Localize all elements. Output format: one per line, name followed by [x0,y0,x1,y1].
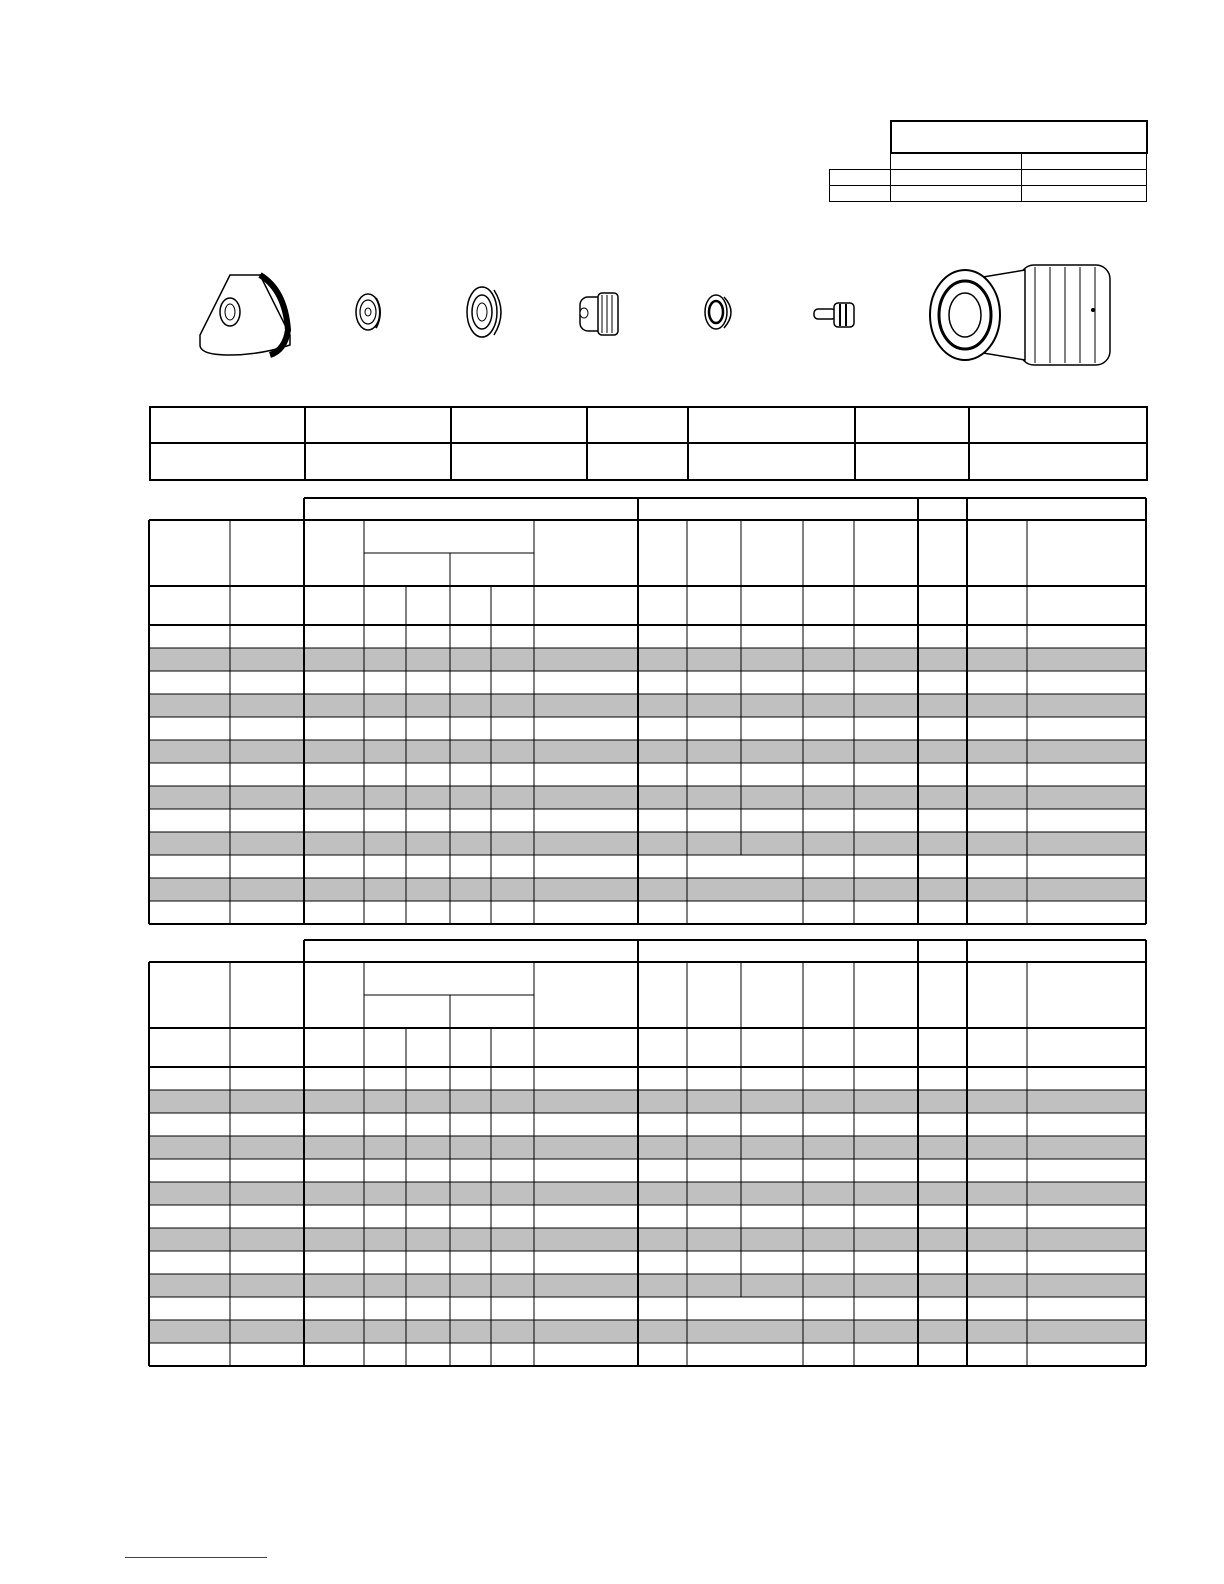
shaded-row [149,1182,1146,1205]
consumables-illustration [180,240,1140,380]
part-value-cell [688,443,855,480]
part-number-table [149,406,1148,481]
part-value-cell [150,443,305,480]
electrode-icon [814,303,854,327]
cut-chart-table-2 [140,932,1155,1372]
shaded-row [149,694,1146,717]
part-header-cell [855,407,969,443]
part-value-cell [969,443,1147,480]
cut-chart-table-1 [140,490,1155,930]
shaded-row [149,832,1146,855]
part-value-cell [305,443,451,480]
part-header-cell [305,407,451,443]
nozzle-icon [580,293,618,335]
torch-body-icon [930,265,1110,365]
shaded-row [149,648,1146,671]
header-table [829,120,1148,202]
shaded-row [149,1274,1146,1297]
shaded-row [149,1320,1146,1343]
part-header-cell [587,407,688,443]
shield-icon [200,275,290,355]
part-value-cell [587,443,688,480]
footer-link-underline[interactable] [125,1557,267,1558]
shield-cap-icon [356,294,380,330]
part-value-cell [451,443,587,480]
part-header-cell [688,407,855,443]
shaded-row [149,1090,1146,1113]
part-header-cell [969,407,1147,443]
swirl-ring-icon [705,295,731,329]
shaded-row [149,786,1146,809]
part-value-cell [855,443,969,480]
shaded-row [149,878,1146,901]
shaded-row [149,1228,1146,1251]
shaded-row [149,1136,1146,1159]
retaining-cap-icon [467,287,501,337]
part-header-cell [451,407,587,443]
shaded-row [149,740,1146,763]
part-header-cell [150,407,305,443]
